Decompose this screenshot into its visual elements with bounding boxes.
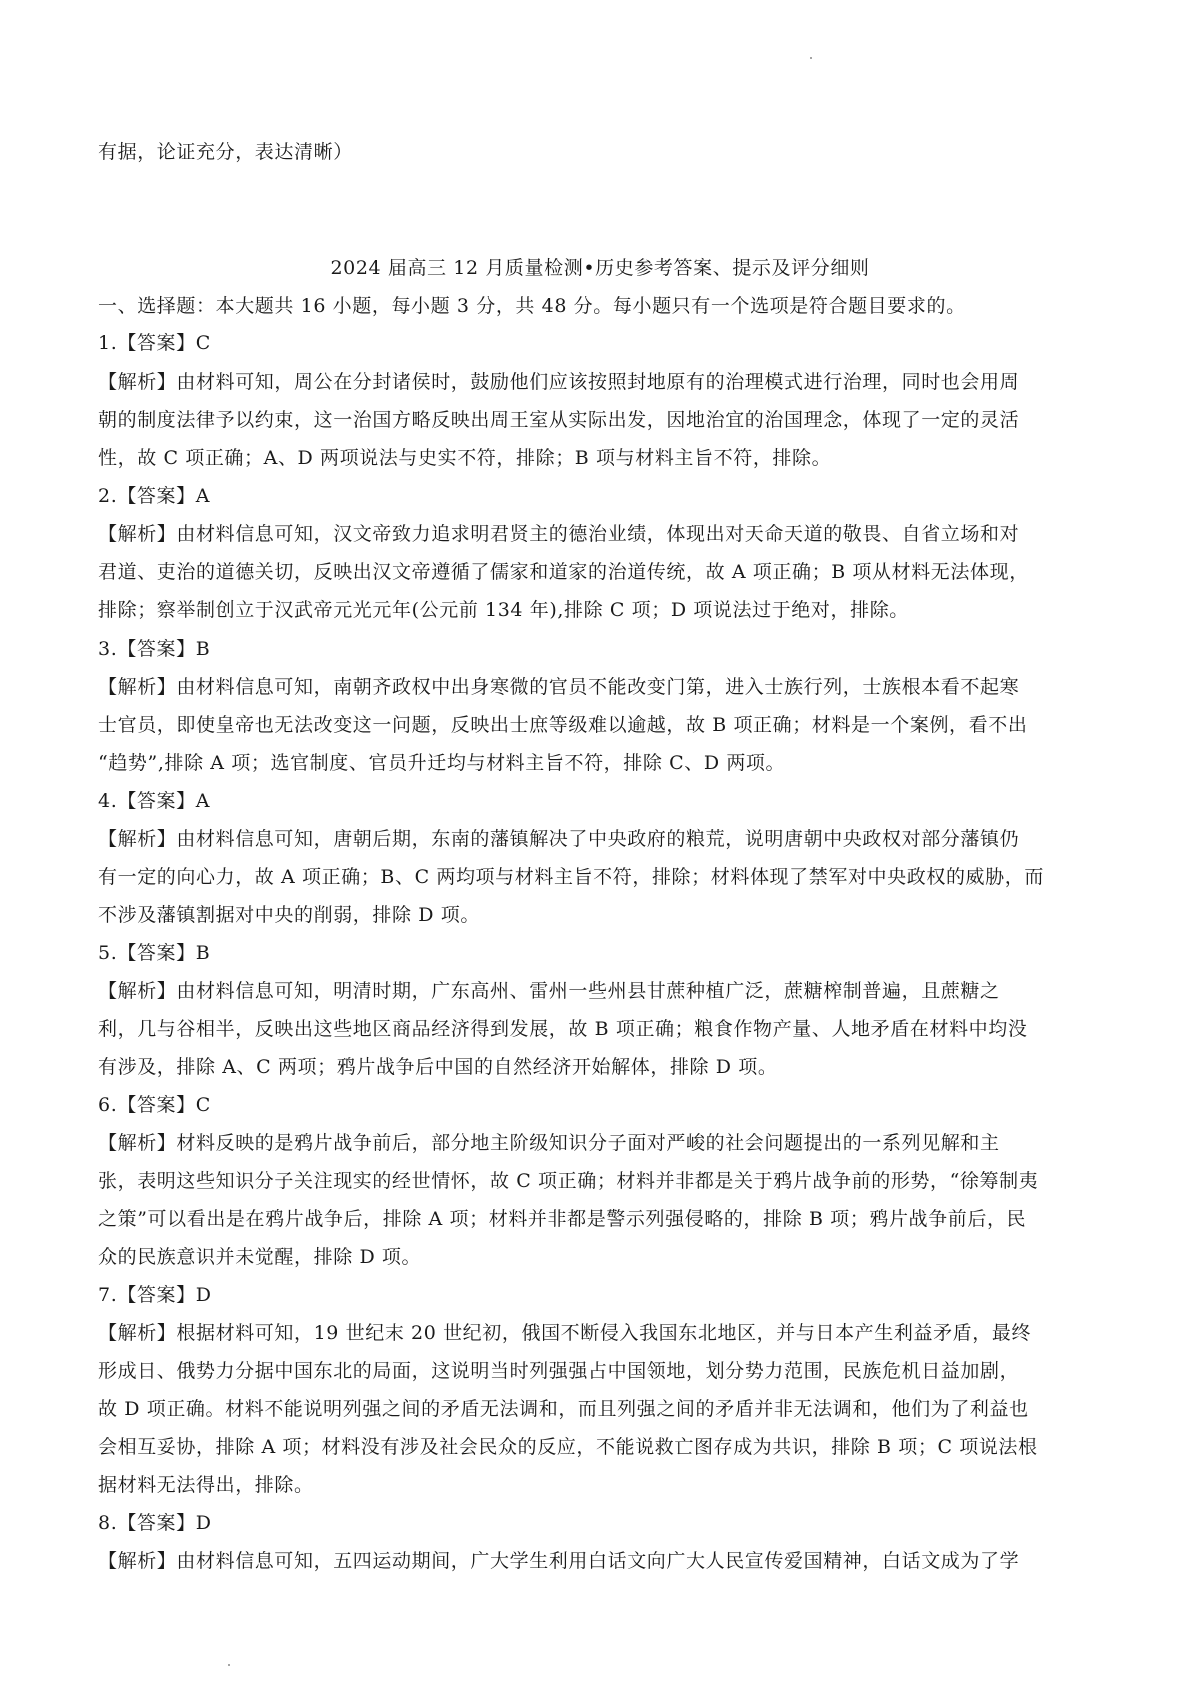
analysis-line: 【解析】由材料信息可知，明清时期，广东高州、雷州一些州县甘蔗种植广泛，蔗糖榨制普遍，且蔗糖之 [98,980,1000,1002]
analysis-line: 不涉及藩镇割据对中央的削弱，排除 D 项。 [98,904,480,926]
scan-speck [810,57,812,59]
analysis-line: 众的民族意识并未觉醒，排除 D 项。 [98,1246,422,1268]
answer-line: 8.【答案】D [98,1512,212,1534]
analysis-line: 【解析】由材料信息可知，唐朝后期，东南的藩镇解决了中央政府的粮荒，说明唐朝中央政权对部分藩镇仍 [98,828,1020,850]
answer-line: 3.【答案】B [98,638,211,660]
analysis-line: 故 D 项正确。材料不能说明列强之间的矛盾无法调和，而且列强之间的矛盾并非无法调和，他们为了利益也 [98,1398,1029,1420]
section-heading: 一、选择题：本大题共 16 小题，每小题 3 分，共 48 分。每小题只有一个选项是符合题目要求的。 [98,295,966,317]
analysis-line: 【解析】由材料信息可知，五四运动期间，广大学生利用白话文向广大人民宣传爱国精神，白话文成为了学 [98,1550,1020,1572]
analysis-line: 据材料无法得出，排除。 [98,1474,314,1496]
top-fragment: 有据，论证充分，表达清晰） [98,141,353,163]
analysis-line: 之策”可以看出是在鸦片战争后，排除 A 项；材料并非都是警示列强侵略的，排除 B 项；鸦片战争前后，民 [98,1208,1027,1230]
analysis-line: 【解析】由材料可知，周公在分封诸侯时，鼓励他们应该按照封地原有的治理模式进行治理，同时也会用周 [98,371,1020,393]
analysis-line: 有涉及，排除 A、C 两项；鸦片战争后中国的自然经济开始解体，排除 D 项。 [98,1056,778,1078]
answer-line: 7.【答案】D [98,1284,212,1306]
analysis-line: 利，几与谷相半，反映出这些地区商品经济得到发展，故 B 项正确；粮食作物产量、人地矛盾在材料中均没 [98,1018,1028,1040]
analysis-line: “趋势”,排除 A 项；选官制度、官员升迁均与材料主旨不符，排除 C、D 两项。 [98,752,786,774]
analysis-line: 君道、吏治的道德关切，反映出汉文帝遵循了儒家和道家的治道传统，故 A 项正确；B 项从材料无法体现， [98,561,1029,583]
answer-line: 5.【答案】B [98,942,211,964]
analysis-line: 性，故 C 项正确；A、D 两项说法与史实不符，排除；B 项与材料主旨不符，排除。 [98,447,832,469]
analysis-line: 有一定的向心力，故 A 项正确；B、C 两均项与材料主旨不符，排除；材料体现了禁军对中央政权的威胁，而 [98,866,1044,888]
analysis-line: 【解析】材料反映的是鸦片战争前后，部分地主阶级知识分子面对严峻的社会问题提出的一系列见解和主 [98,1132,1000,1154]
analysis-line: 【解析】由材料信息可知，南朝齐政权中出身寒微的官员不能改变门第，进入士族行列，士族根本看不起寒 [98,676,1020,698]
analysis-line: 【解析】由材料信息可知，汉文帝致力追求明君贤主的德治业绩，体现出对天命天道的敬畏、自省立场和对 [98,523,1020,545]
analysis-line: 朝的制度法律予以约束，这一治国方略反映出周王室从实际出发，因地治宜的治国理念，体现了一定的灵活 [98,409,1020,431]
analysis-line: 会相互妥协，排除 A 项；材料没有涉及社会民众的反应，不能说救亡图存成为共识，排除 B 项；C 项说法根 [98,1436,1038,1458]
analysis-line: 【解析】根据材料可知，19 世纪末 20 世纪初，俄国不断侵入我国东北地区，并与日本产生利益矛盾，最终 [98,1322,1032,1344]
answer-line: 2.【答案】A [98,485,211,507]
analysis-line: 士官员，即使皇帝也无法改变这一问题，反映出士庶等级难以逾越，故 B 项正确；材料是一个案例，看不出 [98,714,1028,736]
analysis-line: 张，表明这些知识分子关注现实的经世情怀，故 C 项正确；材料并非都是关于鸦片战争前的形势，“徐筹制夷 [98,1170,1039,1192]
answer-line: 6.【答案】C [98,1094,211,1116]
answer-line: 1.【答案】C [98,332,211,354]
scan-speck [228,1664,230,1666]
analysis-line: 形成日、俄势力分据中国东北的局面，这说明当时列强强占中国领地，划分势力范围，民族危机日益加剧， [98,1360,1020,1382]
analysis-line: 排除；察举制创立于汉武帝元光元年(公元前 134 年),排除 C 项；D 项说法过于绝对，排除。 [98,599,909,621]
answer-line: 4.【答案】A [98,790,211,812]
page-title: 2024 届高三 12 月质量检测•历史参考答案、提示及评分细则 [330,257,870,279]
